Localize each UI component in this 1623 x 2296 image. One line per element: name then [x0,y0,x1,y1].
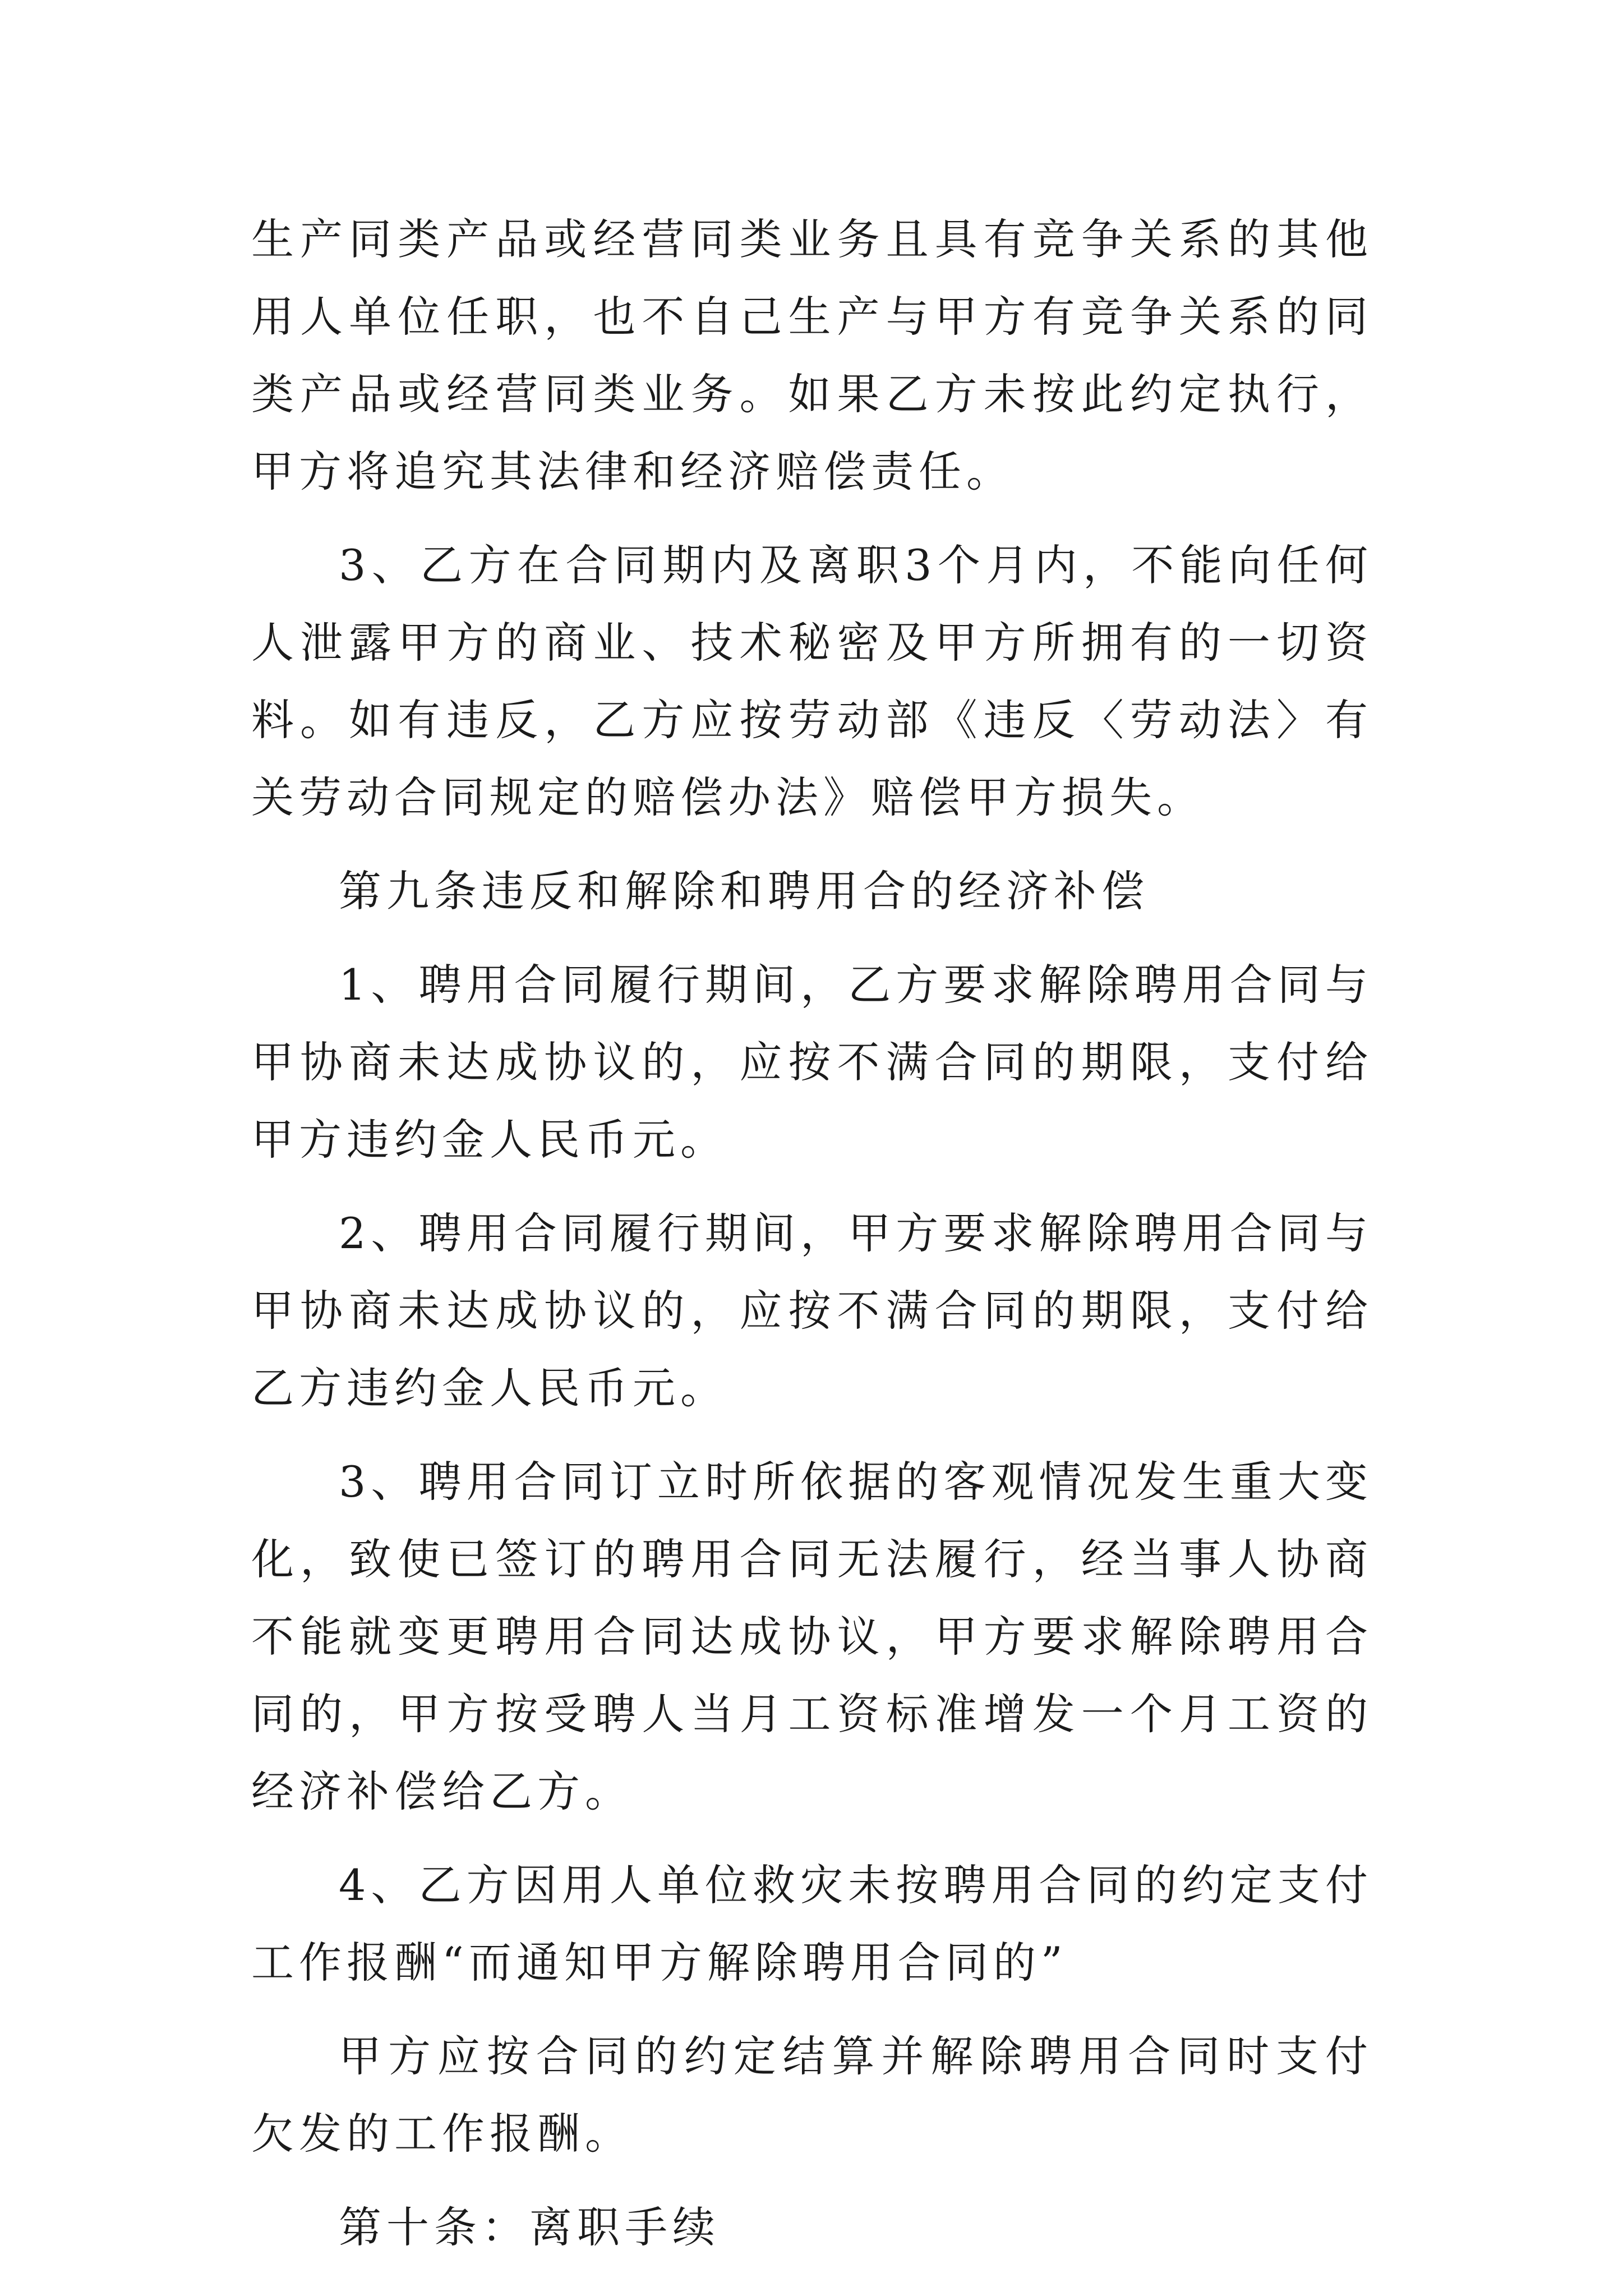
paragraph-unpaid-remuneration: 甲方应按合同的约定结算并解除聘用合同时支付欠发的工作报酬。 [251,2031,1373,2159]
paragraph-article-9-item-3: 3、聘用合同订立时所依据的客观情况发生重大变化，致使已签订的聘用合同无法履行，经当事人协商不能就变更聘用合同达成协议，甲方要求解除聘用合同的，甲方按受聘人当月工资标准增发一个月工资的经济补偿给乙方。 [251,1457,1373,1816]
paragraph-confidentiality-clause: 3、乙方在合同期内及离职3个月内，不能向任何人泄露甲方的商业、技术秘密及甲方所拥有的一切资料。如有违反，乙方应按劳动部《违反〈劳动法〉有关劳动合同规定的赔偿办法》赔偿甲方损失。 [251,540,1373,822]
paragraph-article-9-item-1: 1、聘用合同履行期间，乙方要求解除聘用合同与甲协商未达成协议的，应按不满合同的期限，支付给甲方违约金人民币元。 [251,960,1373,1165]
document-body [251,201,1373,2266]
article-10-heading: 第十条：离职手续 [339,2202,720,2252]
paragraph-article-9-item-2: 2、聘用合同履行期间，甲方要求解除聘用合同与甲协商未达成协议的，应按不满合同的期限，支付给乙方违约金人民币元。 [251,1208,1373,1413]
article-9-heading: 第九条违反和解除和聘用合的经济补偿 [339,866,1149,916]
paragraph-article-9-item-4: 4、乙方因用人单位救灾未按聘用合同的约定支付工作报酬“而通知甲方解除聘用合同的” [251,1860,1373,1987]
paragraph-non-compete-continued: 生产同类产品或经营同类业务且具有竞争关系的其他用人单位任职，也不自己生产与甲方有竞争关系的同类产品或经营同类业务。如果乙方未按此约定执行，甲方将追究其法律和经济赔偿责任。 [251,214,1373,496]
